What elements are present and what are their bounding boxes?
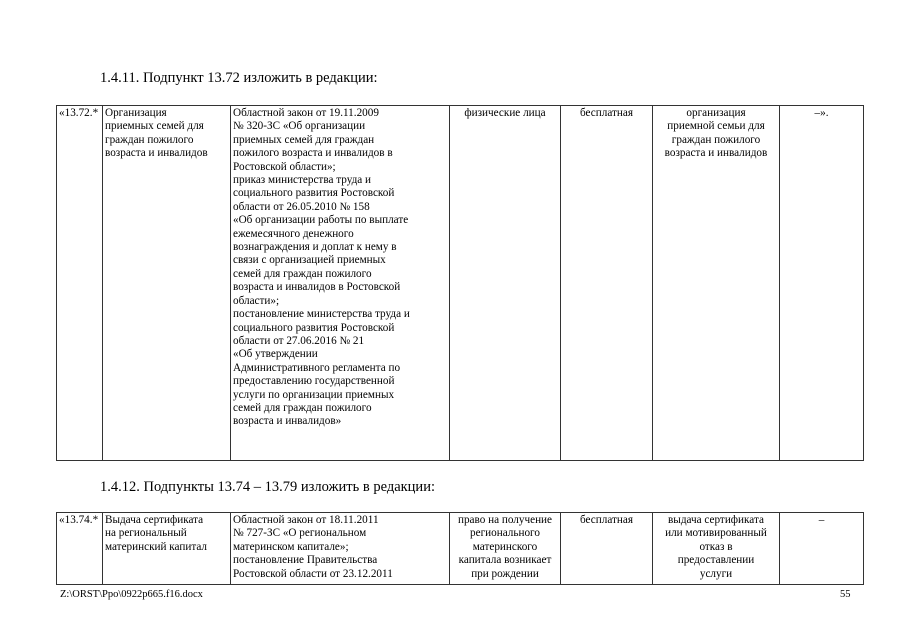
cell-result xyxy=(653,513,780,585)
text-line: № 727-ЗС «О региональном xyxy=(233,527,367,540)
text-line: Ростовской области»; xyxy=(233,160,336,173)
section-heading-1-4-12: 1.4.12. Подпункты 13.74 – 13.79 изложить в редакции: xyxy=(100,479,435,495)
text-line: № 320-ЗС «Об организации xyxy=(233,120,366,133)
text-line: социального развития Ростовской xyxy=(233,187,395,200)
text-line: граждан пожилого xyxy=(671,133,761,146)
cell-legal-basis xyxy=(231,513,450,585)
text-line: граждан пожилого xyxy=(105,133,194,146)
cell-recipients xyxy=(450,513,561,585)
text-line: Выдача сертификата xyxy=(105,514,204,526)
cell-cost: бесплатная xyxy=(561,106,653,461)
cell-service-name xyxy=(103,513,231,585)
text-line: услуги по организации приемных xyxy=(233,388,395,401)
text-line: области от 27.06.2016 № 21 xyxy=(233,334,365,347)
text-line: ежемесячного денежного xyxy=(233,227,354,240)
text-line: возраста и инвалидов» xyxy=(233,415,342,428)
text-line: постановление министерства труда и xyxy=(233,308,410,321)
text-line: выдача сертификата xyxy=(668,514,764,526)
text-line: Ростовской области от 23.12.2011 xyxy=(233,567,393,580)
text-line: семей для граждан пожилого xyxy=(233,401,372,414)
text-line: организация xyxy=(686,107,746,119)
text-line: приемной семьи для xyxy=(667,120,765,133)
text-line: «Об организации работы по выплате xyxy=(233,214,409,227)
cell-number: «13.74.* xyxy=(57,513,103,585)
section-heading-1-4-11: 1.4.11. Подпункт 13.72 изложить в редакции: xyxy=(100,70,378,86)
text-line: Административного регламента по xyxy=(233,361,401,374)
text-line: материнского xyxy=(472,540,538,553)
text-line: услуги xyxy=(699,567,733,580)
table-subclause-13-74 xyxy=(56,512,864,585)
text-line: Областной закон от 19.11.2009 xyxy=(233,107,379,119)
text-line: пожилого возраста и инвалидов в xyxy=(233,147,393,160)
text-line: отказ в xyxy=(699,540,733,553)
cell-number: «13.72.* xyxy=(57,106,103,461)
text-line: области от 26.05.2010 № 158 xyxy=(233,200,370,213)
text-line: области»; xyxy=(233,294,280,307)
cell-closing: – xyxy=(780,513,864,585)
text-line: Областной закон от 18.11.2011 xyxy=(233,514,379,526)
text-line: право на получение xyxy=(457,514,553,526)
text-line: приемных семей для xyxy=(105,120,204,133)
text-line: постановление Правительства xyxy=(233,554,378,567)
text-line: приемных семей для граждан xyxy=(233,133,375,146)
text-line: на региональный xyxy=(105,527,187,540)
text-line: приказ министерства труда и xyxy=(233,174,372,187)
text-line: предоставлению государственной xyxy=(233,375,395,388)
text-line: «Об утверждении xyxy=(233,348,318,361)
text-line: предоставлении xyxy=(677,554,755,567)
text-line: капитала возникает xyxy=(458,554,552,567)
text-line: Организация xyxy=(105,107,167,119)
text-line: регионального xyxy=(470,527,540,540)
text-line: материнский капитал xyxy=(105,540,208,553)
footer-page-number: 55 xyxy=(840,589,851,600)
text-line: материнском капитале»; xyxy=(233,540,349,553)
text-line: социального развития Ростовской xyxy=(233,321,395,334)
footer-file-path: Z:\ORST\Ppo\0922p665.f16.docx xyxy=(60,589,203,600)
cell-closing: –». xyxy=(780,106,864,461)
text-line: вознаграждения и доплат к нему в xyxy=(233,241,397,254)
text-line: при рождении xyxy=(471,567,539,580)
text-line: возраста и инвалидов в Ростовской xyxy=(233,281,401,294)
text-line: семей для граждан пожилого xyxy=(233,267,372,280)
text-line: возраста и инвалидов xyxy=(664,147,768,160)
text-line: возраста и инвалидов xyxy=(105,147,208,160)
cell-cost: бесплатная xyxy=(561,513,653,585)
text-line: связи с организацией приемных xyxy=(233,254,386,267)
text-line: физические лица xyxy=(464,107,546,119)
text-line: или мотивированный xyxy=(665,527,767,540)
table-row xyxy=(57,513,864,585)
